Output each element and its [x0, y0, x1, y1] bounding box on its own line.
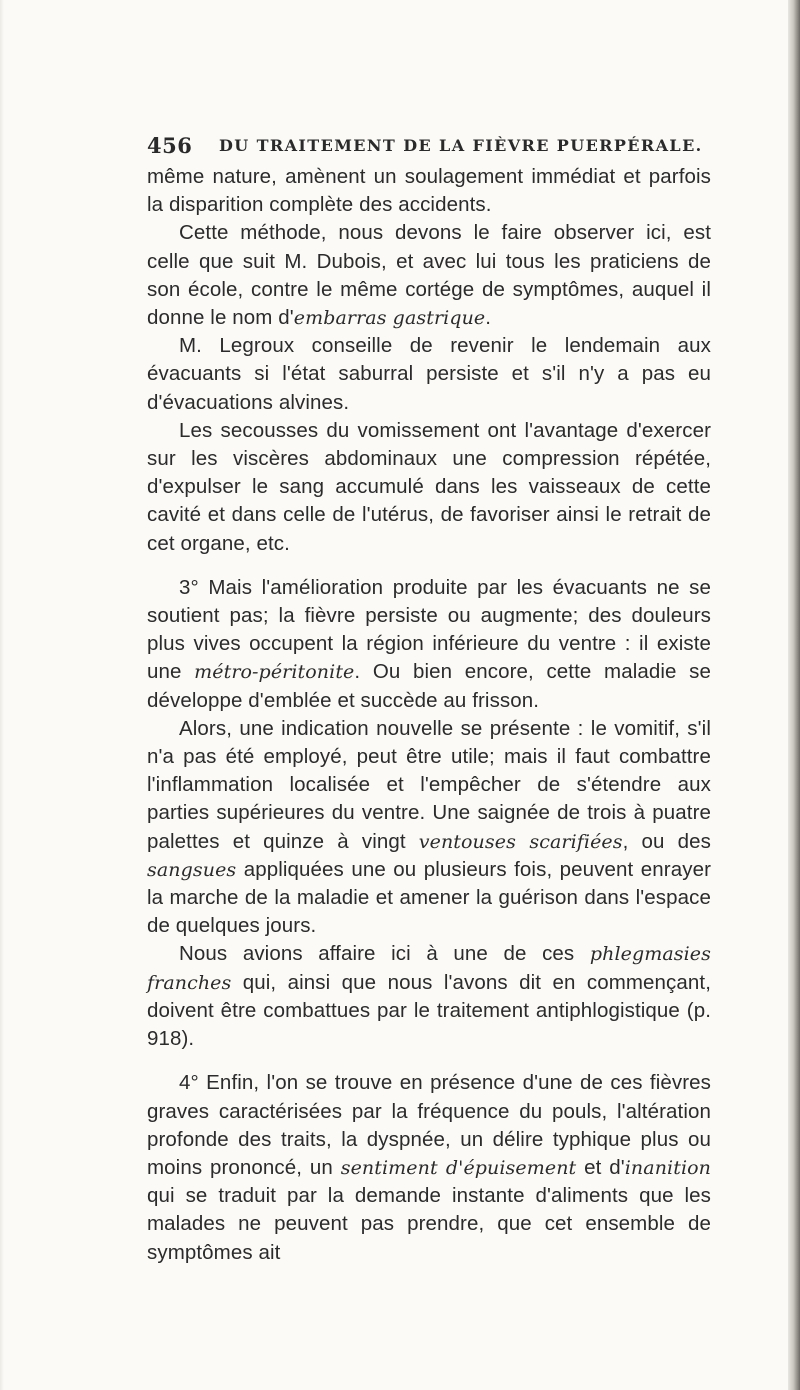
term-sangsues: sangsues: [147, 858, 237, 881]
term-inanition: inanition: [624, 1156, 711, 1179]
page-left-edge: [0, 0, 4, 1390]
page-header: [147, 133, 767, 163]
term-embarras-gastrique: embarras gastrique: [293, 307, 486, 330]
term-metro-peritonite: métro-péritonite: [194, 661, 355, 684]
running-head: DU TRAITEMENT DE LA FIÈVRE PUERPÉRALE.: [219, 136, 703, 155]
paragraph-3: M. Legroux conseille de revenir le lendemain aux évacuants si l'état saburral persiste et s'il n'y a pas eu d'évacuations alvines.: [147, 334, 711, 414]
paragraph-2: Cette méthode, nous devons le faire observer ici, est celle que suit M. Dubois, et avec lui tous les praticiens de son école, contre le même cortége de symptômes, auquel il donne le nom d'embarras gastrique.: [147, 221, 711, 330]
paragraph-5: 3° Mais l'amélioration produite par les évacuants ne se soutient pas; la fièvre persiste ou augmente; des douleurs plus vives occupent la région inférieure du ventre : il existe une métro-péritonite. Ou bien encore, cette maladie se développe d'emblée et succède au frisson.: [147, 575, 711, 712]
paragraph-1: même nature, amènent un soulagement immédiat et parfois la disparition complète des accidents.: [147, 165, 711, 217]
page-number: 456: [147, 133, 193, 158]
paragraph-6: Alors, une indication nouvelle se présente : le vomitif, s'il n'a pas été employé, peut être utile; mais il faut combattre l'inflammation localisée et l'empêcher de s'étendre aux parties supérieures du ventre. Une saignée de trois à puatre palettes et quinze à vingt ventouses scarifiées, ou des sangsues appliquées une ou plusieurs fois, peuvent enrayer la marche de la maladie et amener la guérison dans l'espace de quelques jours.: [147, 716, 711, 938]
term-sentiment-epuisement: sentiment d'épuisement: [340, 1156, 577, 1179]
term-phlegmasies-franches: phlegmasies franches: [147, 943, 711, 994]
paragraph-4: Les secousses du vomissement ont l'avantage d'exercer sur les viscères abdominaux une compression répétée, d'expulser le sang accumulé dans les vaisseaux de cette cavité et dans celle de l'utérus, de favoriser ainsi le retrait de cet organe, etc.: [147, 418, 711, 555]
paragraph-8: 4° Enfin, l'on se trouve en présence d'une de ces fièvres graves caractérisées par la fréquence du pouls, l'altération profonde des traits, la dyspnée, un délire typhique plus ou moins prononcé, un sentiment d'épuisement et d'inanition qui se traduit par la demande instante d'aliments que les malades ne peuvent pas prendre, que cet ensemble de symptômes ait: [147, 1071, 711, 1264]
term-ventouses-scarifiees: ventouses scarifiées: [418, 830, 623, 853]
paragraph-7: Nous avions affaire ici à une de ces phlegmasies franches qui, ainsi que nous l'avons dit en commençant, doivent être combattues par le traitement antiphlogistique (p. 918).: [147, 942, 711, 1051]
page-binding-edge: [788, 0, 800, 1390]
body-text: [147, 163, 711, 1267]
